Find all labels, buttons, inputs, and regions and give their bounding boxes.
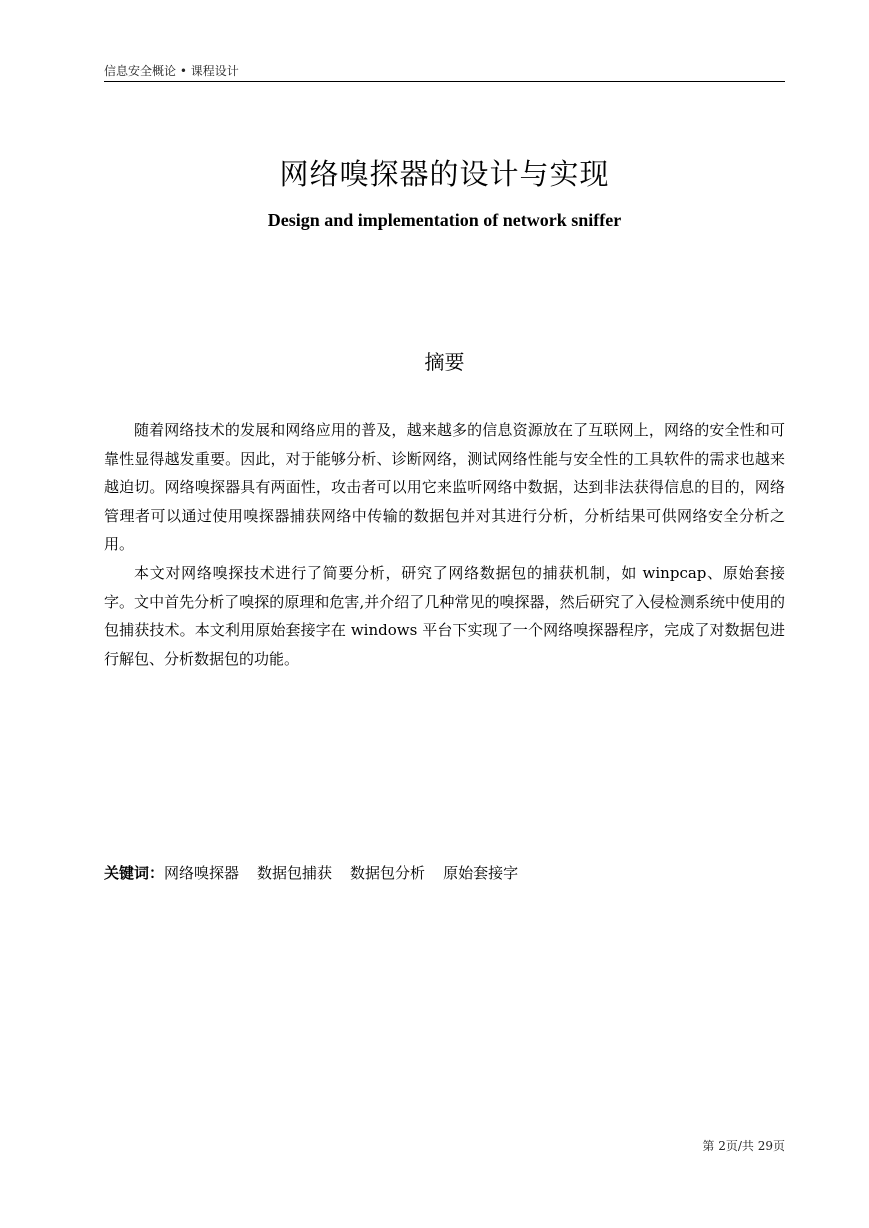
keyword-item-1: 网络嗅探器 — [164, 864, 240, 882]
keyword-item-4: 原始套接字 — [443, 864, 519, 882]
keyword-item-2: 数据包捕获 — [257, 864, 333, 882]
keyword-item-3: 数据包分析 — [350, 864, 426, 882]
running-header — [104, 63, 785, 82]
running-header-text: 信息安全概论 • 课程设计 — [104, 64, 239, 78]
keywords-label: 关键词： — [104, 864, 165, 882]
page-number: 第 2页/共 29页 — [702, 1139, 785, 1153]
document-title-chinese: 网络嗅探器的设计与实现 — [279, 157, 610, 191]
abstract-paragraph-1: 随着网络技术的发展和网络应用的普及，越来越多的信息资源放在了互联网上，网络的安全性和可靠性显得越发重要。因此，对于能够分析、诊断网络，测试网络性能与安全性的工具软件的需求也越来越迫切。网络嗅探器具有两面性，攻击者可以用它来监听网络中数据，达到非法获得信息的目的，网络管理者可以通过使用嗅探器捕获网络中传输的数据包并对其进行分析，分析结果可供网络安全分析之用。 — [104, 421, 785, 554]
document-title-english: Design and implementation of network sniffer — [267, 210, 622, 230]
abstract-heading: 摘要 — [424, 350, 465, 374]
keywords-line — [104, 859, 785, 887]
abstract-paragraph-2: 本文对网络嗅探技术进行了简要分析，研究了网络数据包的捕获机制，如 winpcap、原始套接字。文中首先分析了嗅探的原理和危害,并介绍了几种常见的嗅探器，然后研究了入侵检测系统中使用的包捕获技术。本文利用原始套接字在 windows 平台下实现了一个网络嗅探器程序，完成了对数据包进行解包、分析数据包的功能。 — [104, 563, 785, 668]
abstract-body — [104, 416, 785, 673]
